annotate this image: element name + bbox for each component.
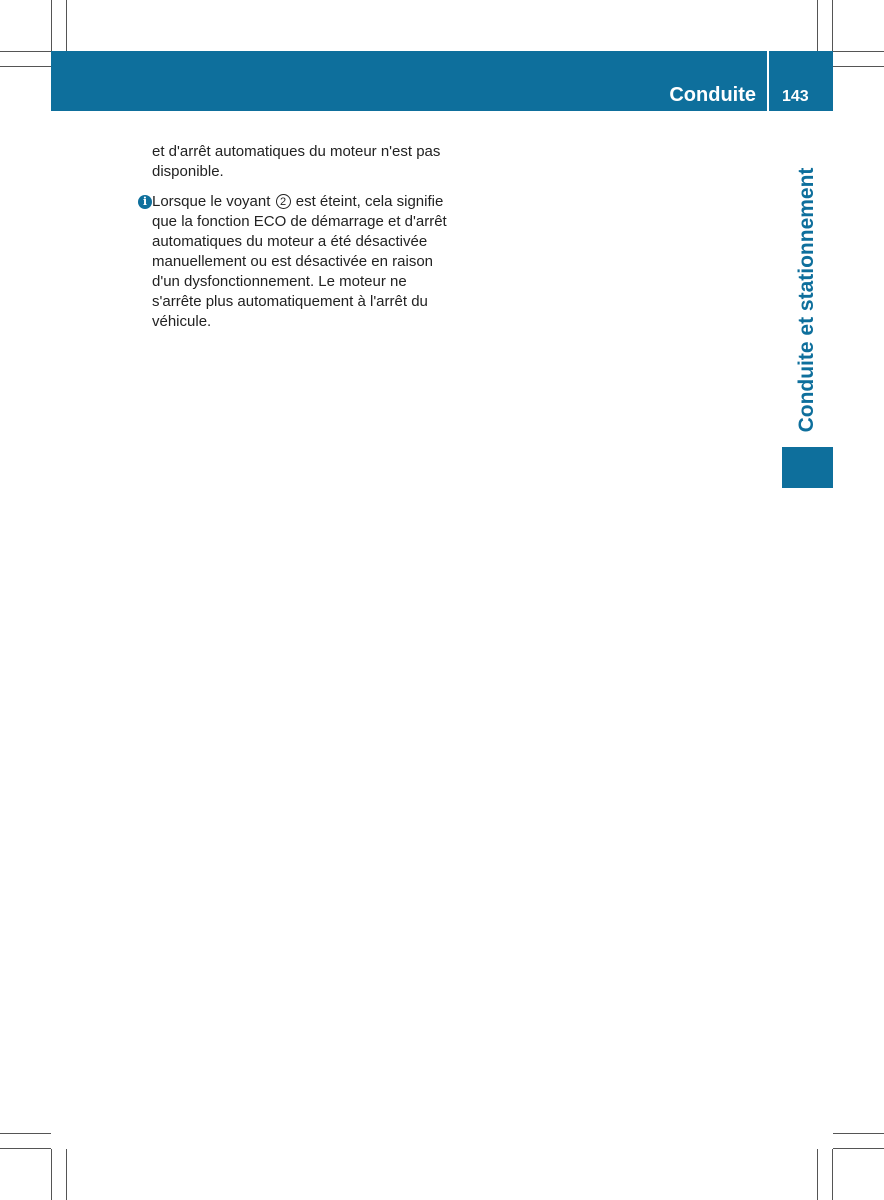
page-number: 143 — [782, 88, 809, 105]
continuation-paragraph: et d'arrêt automatiques du moteur n'est pas disponible. — [152, 143, 441, 180]
chapter-side-tab: Conduite et stationnement — [795, 167, 818, 433]
info-text-before: Lorsque le voyant — [152, 193, 275, 210]
main-content — [142, 142, 452, 332]
crop-mark — [0, 66, 51, 67]
crop-mark — [66, 0, 67, 51]
crop-mark — [817, 0, 818, 51]
crop-mark — [833, 66, 884, 67]
callout-number: 2 — [276, 194, 291, 209]
crop-mark — [832, 0, 833, 51]
crop-mark — [51, 1149, 52, 1200]
section-title: Conduite — [669, 84, 756, 106]
crop-mark — [0, 51, 51, 52]
crop-mark — [51, 0, 52, 51]
crop-mark — [817, 1149, 818, 1200]
crop-mark — [0, 1133, 51, 1134]
info-text-after: est éteint, cela signifie que la fonction ECO de démarrage et d'arrêt automatiques du moteur a été désactivée manuellement ou est désactivée en raison d'un dysfonctionnement. Le moteur ne s'arrête plus automatiquement à l'arrêt du véhicule. — [152, 193, 447, 330]
crop-mark — [833, 1133, 884, 1134]
info-note — [142, 192, 452, 332]
info-icon: i — [138, 195, 152, 209]
crop-mark — [66, 1149, 67, 1200]
crop-mark — [833, 1148, 884, 1149]
crop-mark — [832, 1149, 833, 1200]
crop-mark — [833, 51, 884, 52]
header-divider — [767, 51, 769, 111]
chapter-tab-marker — [782, 447, 833, 488]
crop-mark — [0, 1148, 51, 1149]
